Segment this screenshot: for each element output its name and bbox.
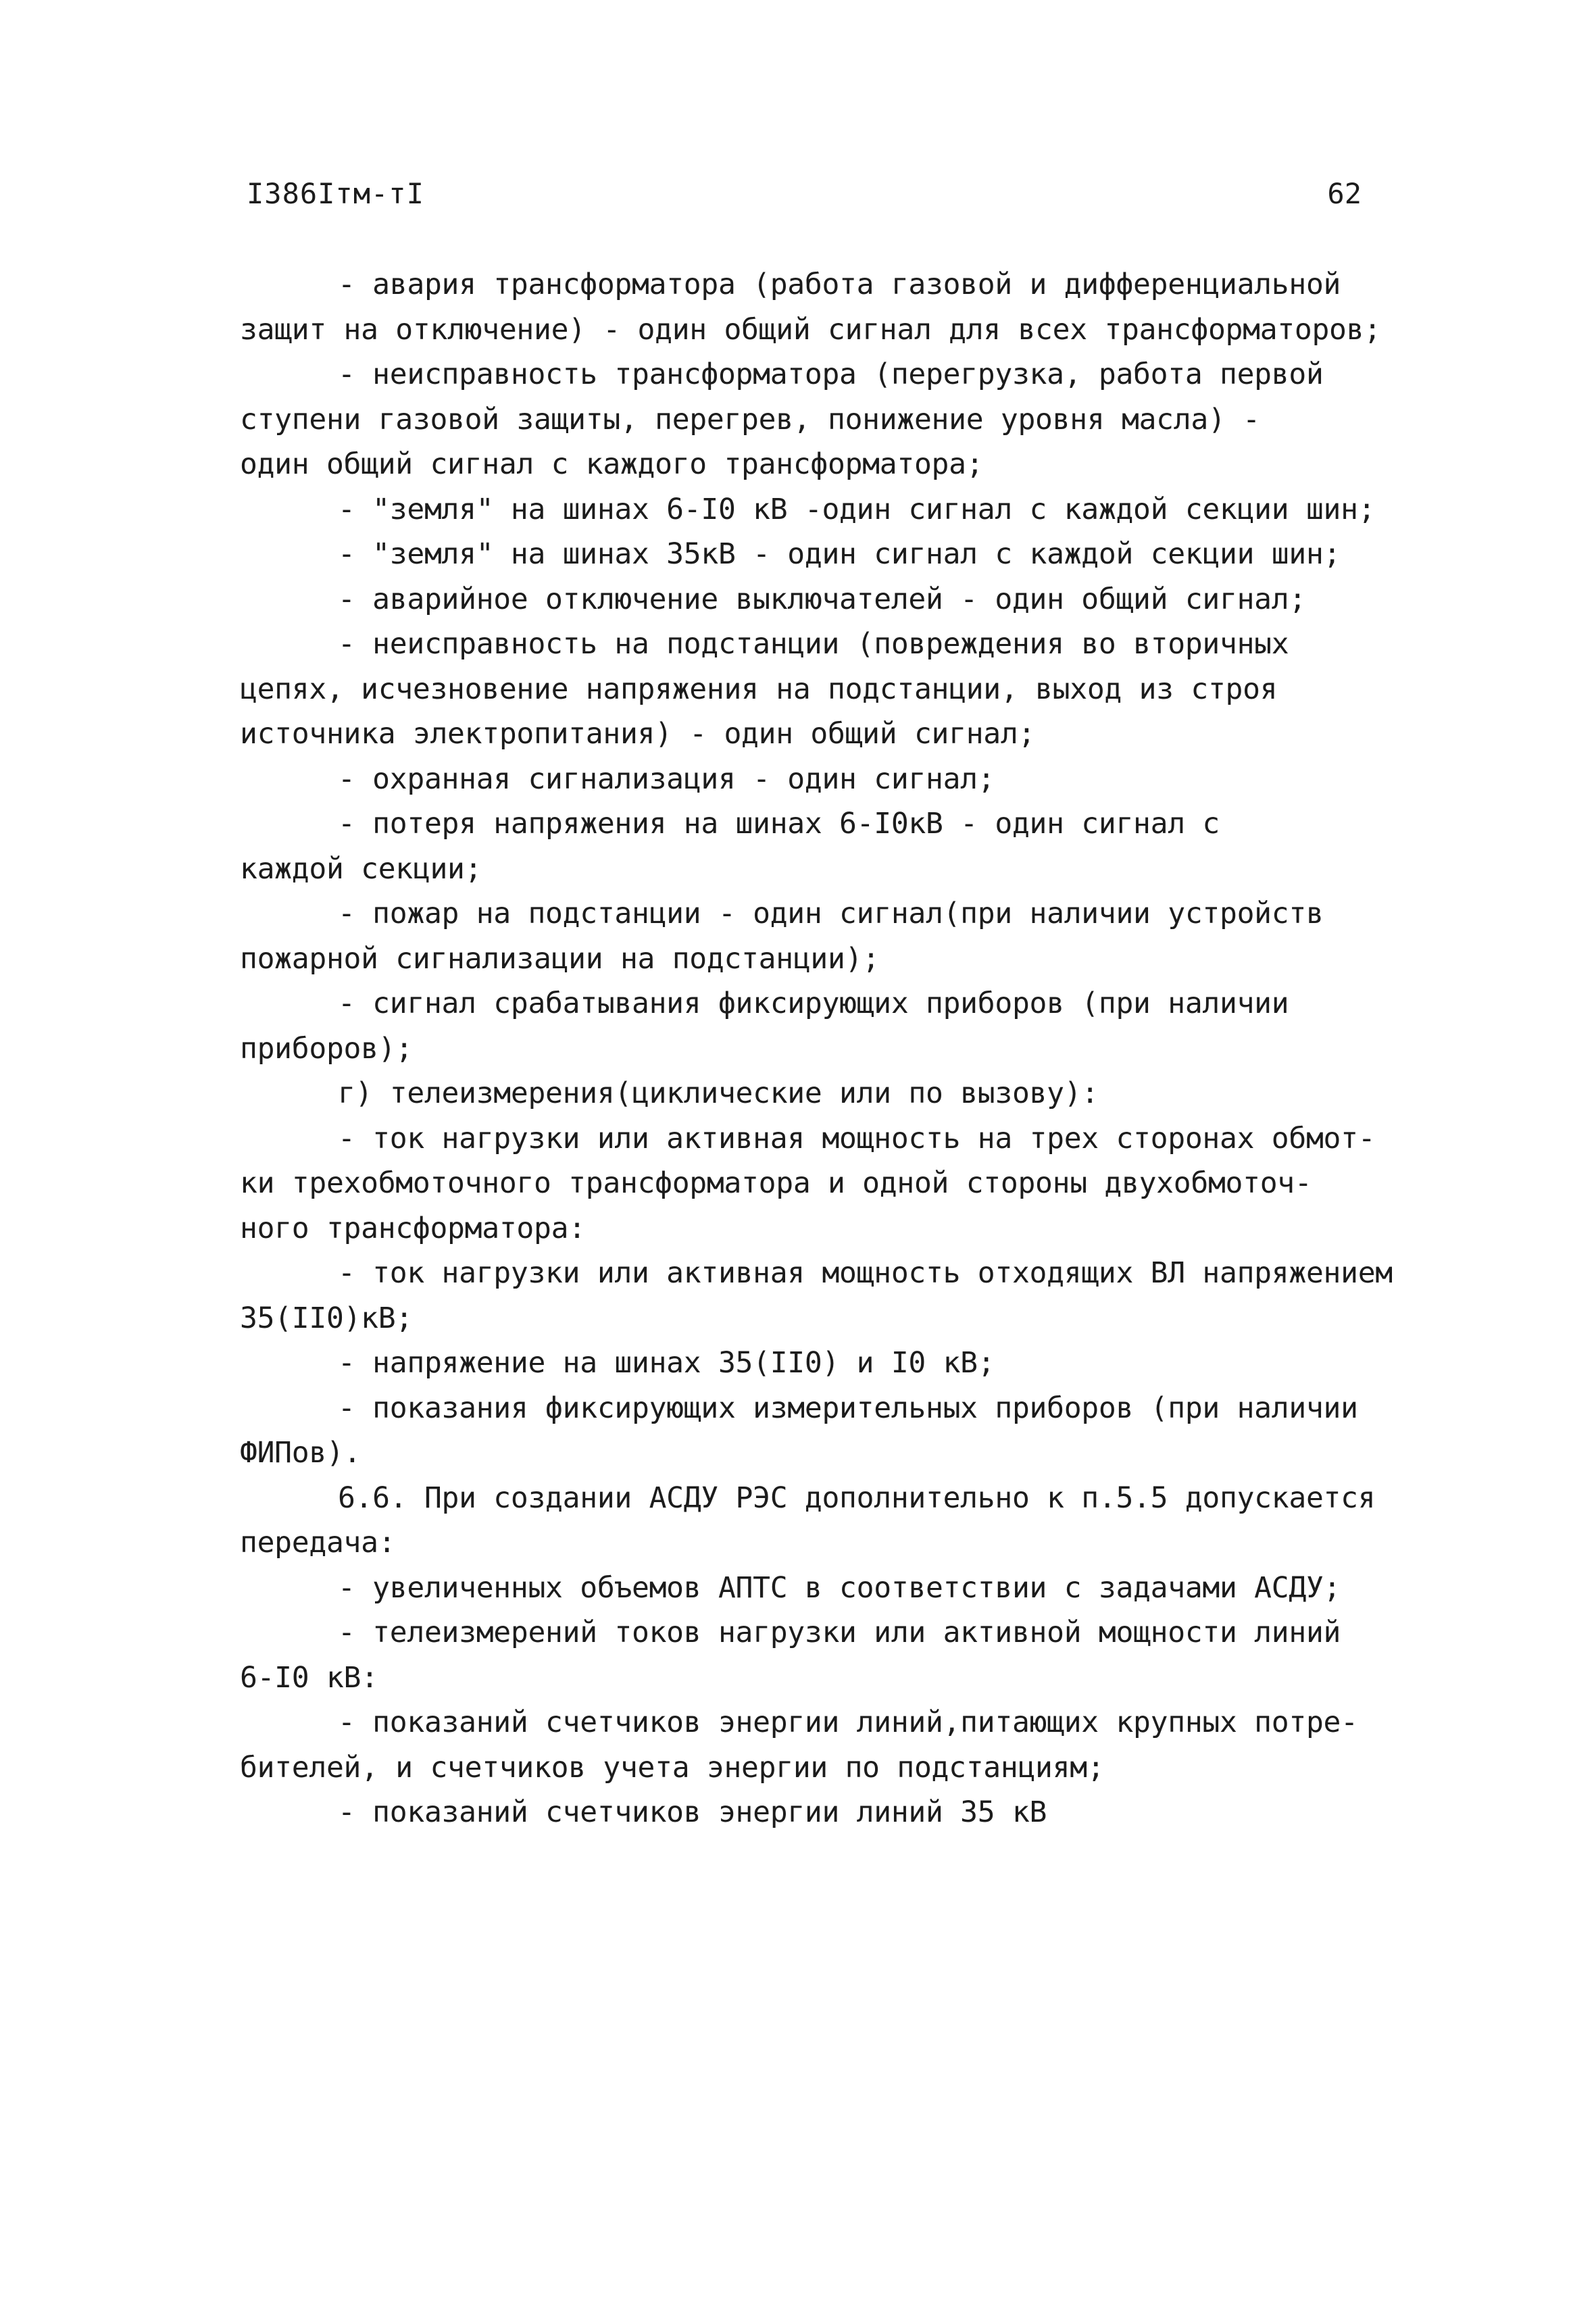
text-line: ступени газовой защиты, перегрев, понижение уровня масла) - [240, 402, 1260, 437]
text-line: - неисправность на подстанции (повреждения во вторичных [338, 627, 1289, 661]
text-line: - авария трансформатора (работа газовой и дифференциальной [338, 268, 1341, 301]
text-line: приборов); [240, 1031, 413, 1066]
document-code: І386Ітм-тІ [247, 177, 424, 210]
text-line: - аварийное отключение выключателей - один общий сигнал; [338, 582, 1306, 616]
text-line: - неисправность трансформатора (перегрузка, работа первой [338, 357, 1324, 391]
text-line: пожарной сигнализации на подстанции); [240, 941, 880, 976]
text-line: - ток нагрузки или активная мощность на трех сторонах обмот- [338, 1121, 1376, 1155]
text-line: ФИПов). [240, 1436, 361, 1470]
text-line: 6-І0 кВ: [240, 1660, 378, 1695]
text-line: каждой секции; [240, 851, 482, 886]
text-line: - показаний счетчиков энергии линий 35 кВ [338, 1795, 1047, 1829]
text-line: 35(ІІ0)кВ; [240, 1301, 413, 1335]
text-line: - ток нагрузки или активная мощность отходящих ВЛ напряжением [338, 1256, 1393, 1290]
text-line: - показаний счетчиков энергии линий,питающих крупных потре- [338, 1706, 1358, 1739]
text-line: один общий сигнал с каждого трансформатора; [240, 447, 984, 481]
body-text [240, 262, 1456, 1835]
page-number: 62 [1327, 177, 1362, 210]
text-line: передача: [240, 1526, 396, 1560]
text-line: источника электропитания) - один общий сигнал; [240, 717, 1036, 751]
text-line: - показания фиксирующих измерительных приборов (при наличии [338, 1391, 1358, 1425]
text-line: - "земля" на шинах 6-І0 кВ -один сигнал с каждой секции шин; [338, 492, 1376, 526]
text-line: - увеличенных объемов АПТС в соответствии с задачами АСДУ; [338, 1570, 1341, 1605]
text-line: - напряжение на шинах 35(ІІ0) и І0 кВ; [338, 1346, 995, 1380]
text-line: - "земля" на шинах 35кВ - один сигнал с каждой секции шин; [338, 537, 1341, 571]
text-line: 6.6. При создании АСДУ РЭС дополнительно к п.5.5 допускается [338, 1480, 1376, 1515]
page-header [247, 177, 1362, 224]
text-line: ки трехобмоточного трансформатора и одной стороны двухобмоточ- [240, 1166, 1312, 1200]
text-line: - охранная сигнализация - один сигнал; [338, 762, 995, 796]
text-line: г) телеизмерения(циклические или по вызову): [338, 1076, 1099, 1110]
text-line: - сигнал срабатывания фиксирующих приборов (при наличии [338, 987, 1289, 1020]
text-line: бителей, и счетчиков учета энергии по подстанциям; [240, 1750, 1105, 1785]
text-line: - пожар на подстанции - один сигнал(при наличии устройств [338, 897, 1324, 930]
text-line: цепях, исчезновение напряжения на подстанции, выход из строя [240, 672, 1278, 706]
text-line: защит на отключение) - один общий сигнал для всех трансформаторов; [240, 312, 1381, 347]
text-line: ного трансформатора: [240, 1211, 586, 1245]
text-line: - телеизмерений токов нагрузки или активной мощности линий [338, 1616, 1341, 1649]
text-line: - потеря напряжения на шинах 6-І0кВ - один сигнал с [338, 807, 1220, 841]
